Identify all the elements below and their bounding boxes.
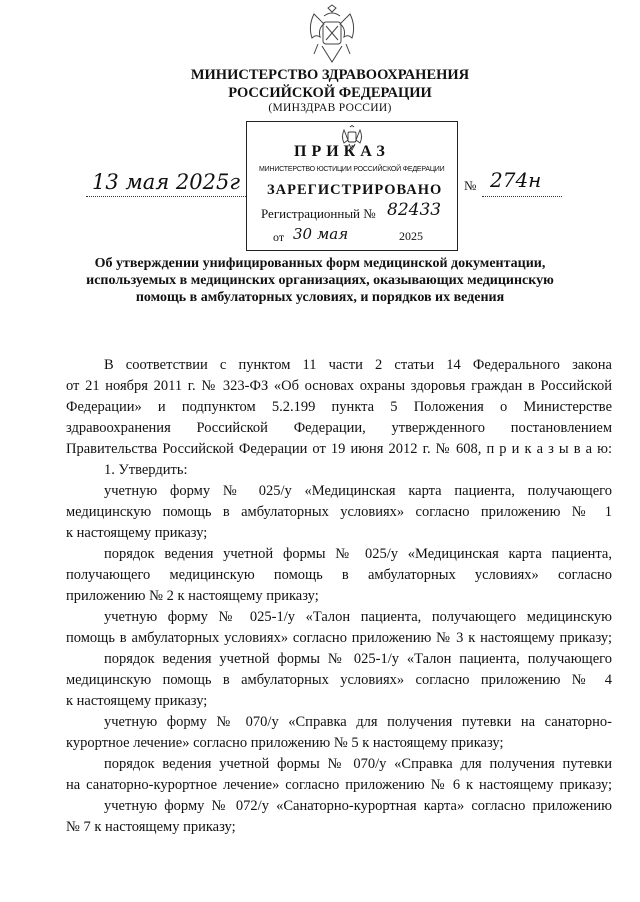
body-line: учетную форму № 025/у «Медицинская карта пациента, получающего — [104, 483, 612, 499]
document-title-line1: Об утверждении унифицированных форм медицинской документации, — [94, 256, 546, 271]
order-date-handwritten: 13 мая 2025г — [92, 170, 240, 194]
body-line: Федерации» и подпунктом 5.2.199 пункта 5 Положения о Министерстве — [66, 399, 612, 415]
body-line: учетную форму № 072/у «Санаторно-курортная карта» согласно приложению — [104, 798, 612, 814]
body-line: приложению № 2 к настоящему приказу; — [66, 588, 319, 604]
order-number-sign: № — [464, 178, 477, 193]
document-title-line2: используемых в медицинских организациях, оказывающих медицинскую — [86, 273, 554, 288]
body-line: курортное лечение» согласно приложению № 5 к настоящему приказу; — [66, 735, 504, 751]
body-line: здравоохранения Российской Федерации, утвержденного постановлением — [66, 420, 612, 436]
body-line: № 7 к настоящему приказу; — [66, 819, 236, 835]
body-line: Правительства Российской Федерации от 19 июня 2012 г. № 608, п р и к а з ы в а ю: — [66, 441, 612, 457]
date-underline — [86, 196, 246, 197]
body-line: к настоящему приказу; — [66, 525, 208, 541]
registration-stamp — [246, 121, 458, 251]
body-line: порядок ведения учетной формы № 025/у «Медицинская карта пациента, — [104, 546, 612, 562]
ministry-name-line1: МИНИСТЕРСТВО ЗДРАВООХРАНЕНИЯ — [190, 67, 470, 83]
stamp-date-value: 30 мая — [293, 225, 349, 243]
ministry-name-line2: РОССИЙСКОЙ ФЕДЕРАЦИИ — [228, 85, 432, 101]
stamp-year: 2025 — [399, 229, 423, 243]
body-line: медицинскую помощь в амбулаторных условиях» согласно приложению № 4 — [66, 672, 612, 688]
stamp-from-label: от — [273, 230, 285, 244]
body-line: медицинскую помощь в амбулаторных условиях» согласно приложению № 1 — [66, 504, 612, 520]
coat-of-arms-emblem — [304, 4, 360, 66]
body-line: от 21 ноября 2011 г. № 323-ФЗ «Об основах охраны здоровья граждан в Российской — [66, 378, 612, 394]
stamp-organization: МИНИСТЕРСТВО ЮСТИЦИИ РОССИЙСКОЙ ФЕДЕРАЦИИ — [259, 166, 445, 173]
body-line: порядок ведения учетной формы № 025-1/у «Талон пациента, получающего — [104, 651, 612, 667]
body-line: порядок ведения учетной формы № 070/у «Справка для получения путевки — [104, 756, 612, 772]
body-line: на санаторно-курортное лечение» согласно приложению № 6 к настоящему приказу; — [66, 777, 612, 793]
body-line: В соответствии с пунктом 11 части 2 статьи 14 Федерального закона — [104, 357, 612, 373]
number-underline — [482, 196, 562, 197]
body-line: к настоящему приказу; — [66, 693, 208, 709]
stamp-number-label: Регистрационный № — [261, 206, 376, 221]
order-word: ПРИКАЗ — [294, 143, 390, 160]
body-line: помощь в амбулаторных условиях» согласно приложению № 3 к настоящему приказу; — [66, 630, 612, 646]
document-title-line3: помощь в амбулаторных условиях, и порядков их ведения — [135, 290, 505, 305]
body-line: учетную форму № 025-1/у «Талон пациента, получающего медицинскую — [104, 609, 612, 625]
body-line: учетную форму № 070/у «Справка для получения путевки на санаторно- — [104, 714, 612, 730]
stamp-number-value: 82433 — [387, 200, 442, 220]
order-number-handwritten: 274н — [490, 168, 542, 192]
ministry-short-name: (МИНЗДРАВ РОССИИ) — [268, 102, 392, 114]
stamp-registered-label: ЗАРЕГИСТРИРОВАНО — [267, 182, 443, 198]
body-line: получающего медицинскую помощь в амбулаторных условиях» согласно — [66, 567, 612, 583]
body-line: 1. Утвердить: — [104, 462, 188, 478]
